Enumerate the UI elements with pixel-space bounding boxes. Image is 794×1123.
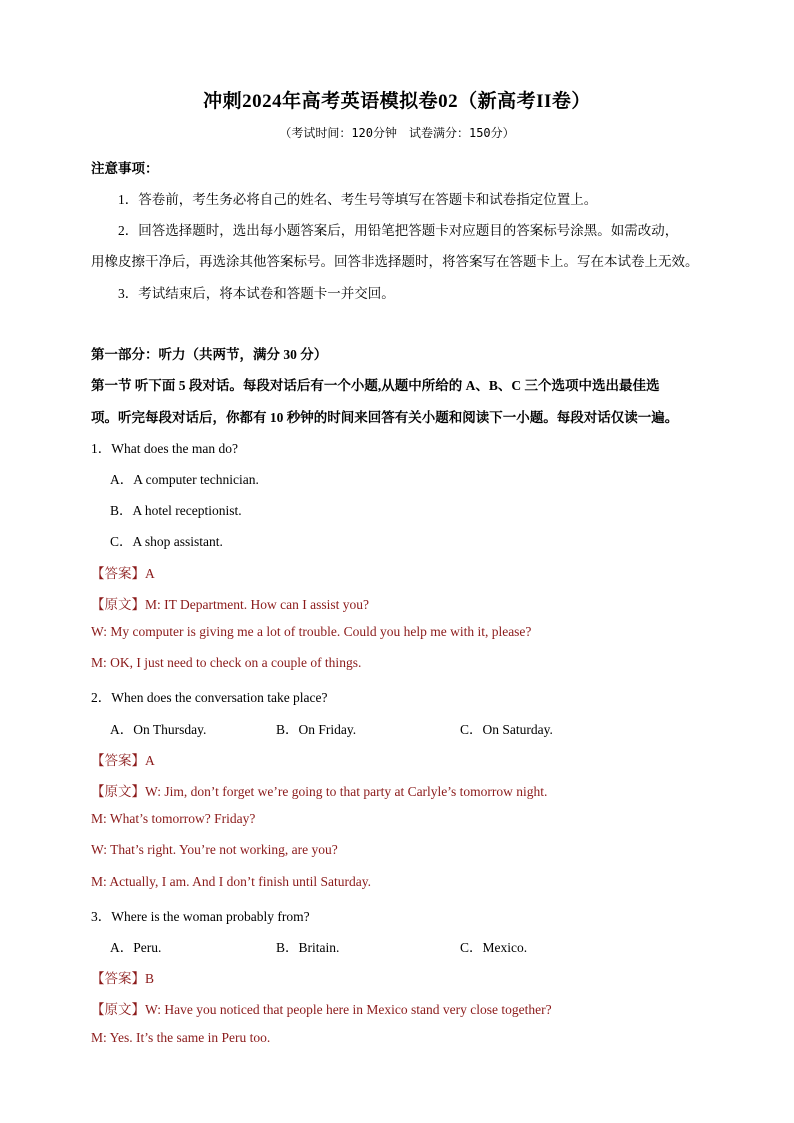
part1-heading: 第一部分：听力（共两节，满分 30 分） xyxy=(91,347,328,362)
q1-option-b: B．A hotel receptionist. xyxy=(110,503,242,518)
section-instructions-2: 项。听完每段对话后，你都有 10 秒钟的时间来回答有关小题和阅读下一小题。每段对话仅读一遍。 xyxy=(91,410,679,425)
q3-option-b: B．Britain. xyxy=(276,940,340,955)
question-2: 2．When does the conversation take place? xyxy=(91,690,328,705)
q2-answer: 【答案】A xyxy=(91,753,155,768)
q2-transcript-line-3: W: That’s right. You’re not working, are you? xyxy=(91,842,338,857)
q2-transcript-line-1 xyxy=(91,780,547,800)
q1-transcript-line-2: W: My computer is giving me a lot of trouble. Could you help me with it, please? xyxy=(91,624,532,639)
q1-transcript-line-1 xyxy=(91,593,369,613)
notice-item-2b: 用橡皮擦干净后，再选涂其他答案标号。回答非选择题时，将答案写在答题卡上。写在本试卷上无效。 xyxy=(91,254,699,269)
notice-item-2a: 2．回答选择题时，选出每小题答案后，用铅笔把答题卡对应题目的答案标号涂黑。如需改动， xyxy=(118,223,679,238)
q2-option-a: A．On Thursday. xyxy=(110,722,207,737)
q1-answer: 【答案】A xyxy=(91,566,155,581)
exam-info: （考试时间：120分钟 试卷满分：150分） xyxy=(279,126,515,140)
transcript-tag: 【原文】 xyxy=(91,1002,145,1017)
question-1: 1．What does the man do? xyxy=(91,441,238,456)
section-instructions-1: 第一节 听下面 5 段对话。每段对话后有一个小题,从题中所给的 A、B、C 三个选项中选出最佳选 xyxy=(91,378,660,393)
q2-transcript-line-2: M: What’s tomorrow? Friday? xyxy=(91,811,256,826)
q1-option-c: C．A shop assistant. xyxy=(110,534,223,549)
q2-option-c: C．On Saturday. xyxy=(460,722,553,737)
q3-option-a: A．Peru. xyxy=(110,940,162,955)
page-title: 冲刺2024年高考英语模拟卷02（新高考II卷） xyxy=(203,91,591,112)
notice-item-3: 3．考试结束后，将本试卷和答题卡一并交回。 xyxy=(118,286,395,301)
q3-transcript-line-1 xyxy=(91,998,552,1018)
q3-transcript-line-2: M: Yes. It’s the same in Peru too. xyxy=(91,1030,271,1045)
transcript-text: W: Jim, don’t forget we’re going to that party at Carlyle’s tomorrow night. xyxy=(145,784,548,799)
transcript-text: M: IT Department. How can I assist you? xyxy=(145,597,369,612)
q3-option-c: C．Mexico. xyxy=(460,940,528,955)
q1-option-a: A．A computer technician. xyxy=(110,472,259,487)
q1-transcript-line-3: M: OK, I just need to check on a couple of things. xyxy=(91,655,362,670)
q3-answer: 【答案】B xyxy=(91,971,155,986)
transcript-text: W: Have you noticed that people here in Mexico stand very close together? xyxy=(145,1002,552,1017)
notice-item-1: 1．答卷前，考生务必将自己的姓名、考生号等填写在答题卡和试卷指定位置上。 xyxy=(118,192,598,207)
question-3: 3．Where is the woman probably from? xyxy=(91,909,310,924)
transcript-tag: 【原文】 xyxy=(91,784,145,799)
transcript-tag: 【原文】 xyxy=(91,597,145,612)
q2-option-b: B．On Friday. xyxy=(276,722,357,737)
notice-heading: 注意事项： xyxy=(91,161,159,176)
q2-transcript-line-4: M: Actually, I am. And I don’t finish until Saturday. xyxy=(91,874,371,889)
